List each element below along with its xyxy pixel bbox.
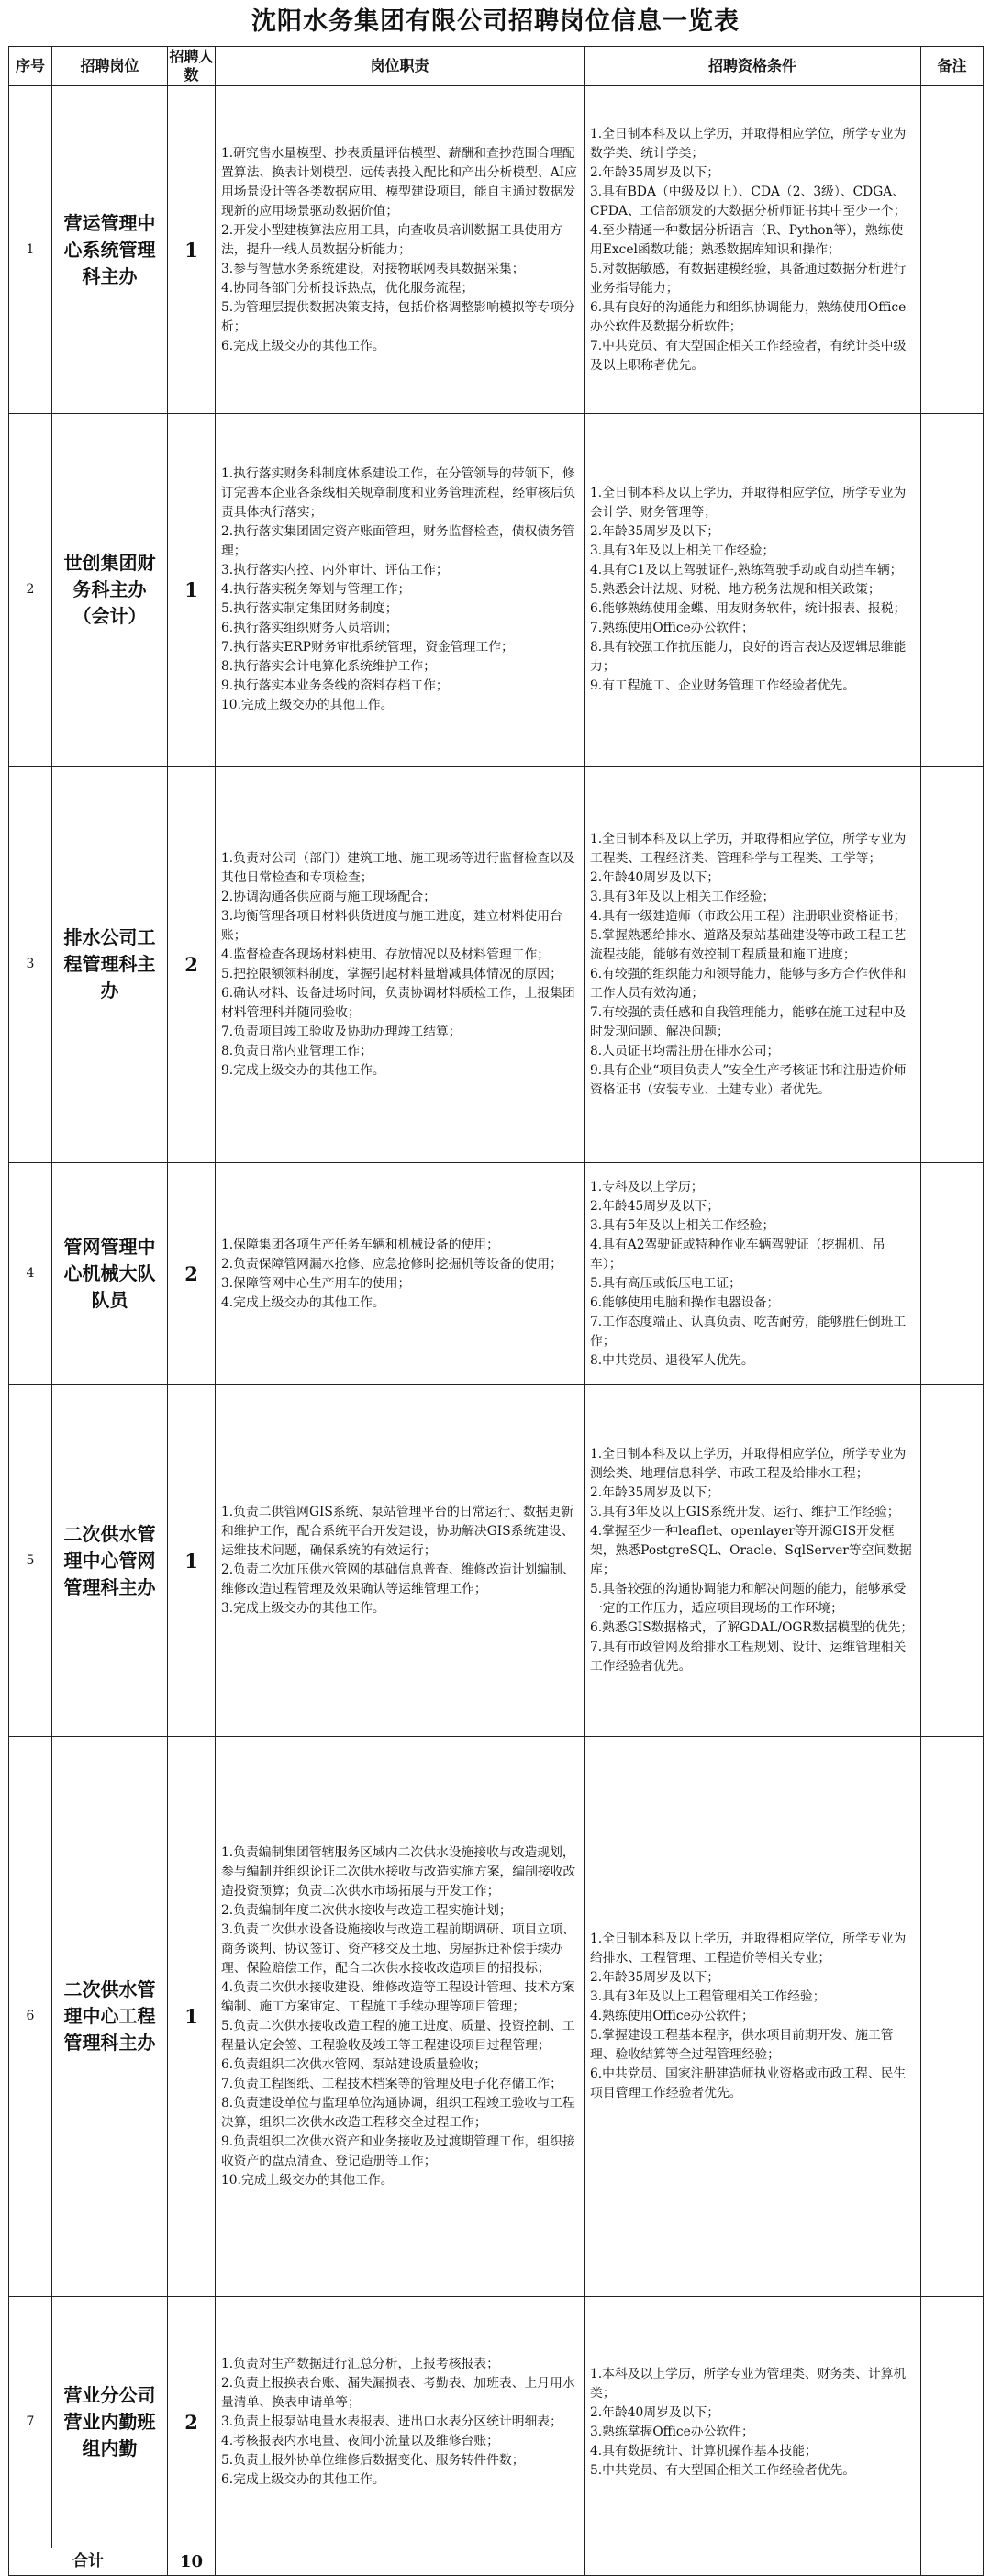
- list-item: 3.具有5年及以上相关工作经验；: [590, 1217, 775, 1233]
- table-row: [9, 86, 984, 414]
- list-item: 4.监督检查各现场材料使用、存放情况以及材料管理工作；: [221, 946, 551, 962]
- total-row: [9, 2548, 984, 2576]
- header-requirements: 招聘资格条件: [585, 47, 921, 86]
- list-item: 1.负责对生产数据进行汇总分析，上报考核报表；: [221, 2357, 499, 2371]
- list-item: 5.掌握建设工程基本程序，供水项目前期开发、施工管理、验收结算等全过程管理经验；: [590, 2028, 894, 2062]
- list-item: 9.执行落实本业务条线的资料存档工作；: [221, 678, 449, 693]
- row-requirements: [585, 1737, 921, 2297]
- list-item: 5.负责二次供水接收改造工程的施工进度、质量、投资控制、工程量认定会签、工程验收及竣工等工程建设项目过程管理；: [221, 2018, 575, 2053]
- list-item: 6.能够熟练使用金蝶、用友财务软件，统计报表、报税；: [590, 601, 907, 616]
- list-item: 4.具有C1及以上驾驶证件,熟练驾驶手动或自动挡车辆；: [590, 563, 903, 577]
- total-value: 10: [168, 2548, 216, 2576]
- list-item: 2.协调沟通各供应商与施工现场配合；: [221, 889, 436, 904]
- list-item: 7.具有市政管网及给排水工程规划、设计、运维管理相关工作经验者优先。: [590, 1640, 907, 1674]
- list-item: 2.负责保障管网漏水抢修、应急抢修时挖掘机等设备的使用；: [221, 1256, 562, 1271]
- row-requirements: [585, 767, 921, 1163]
- table-row: [9, 1737, 984, 2297]
- table-row: [9, 767, 984, 1163]
- list-item: 5.把控限额领料制度，掌握引起材料量增减具体情况的原因；: [221, 966, 562, 981]
- list-item: 2.年龄40周岁及以下；: [590, 2404, 720, 2420]
- list-item: 5.执行落实制定集团财务制度；: [221, 601, 398, 616]
- list-item: 4.具有一级建造师（市政公用工程）注册职业资格证书；: [590, 908, 907, 924]
- list-item: 3.参与智慧水务系统建设，对接物联网表具数据采集；: [221, 261, 525, 276]
- list-item: 10.完成上级交办的其他工作。: [221, 698, 394, 712]
- row-notes: [921, 2297, 984, 2548]
- list-item: 2.年龄35周岁及以下；: [590, 1485, 720, 1500]
- list-item: 6.熟悉GIS数据格式，了解GDAL/OGR数据模型的优先；: [590, 1620, 914, 1635]
- list-item: 3.均衡管理各项目材料供货进度与施工进度，建立材料使用台账；: [221, 908, 562, 943]
- list-item: 2.年龄35周岁及以下；: [590, 164, 720, 180]
- list-item: 8.执行落实会计电算化系统维护工作；: [221, 659, 436, 674]
- header-num: 招聘人数: [168, 47, 216, 86]
- total-empty-cell: [921, 2548, 984, 2576]
- total-empty-cell: [585, 2548, 921, 2576]
- row-seq: 3: [9, 767, 52, 1163]
- list-item: 4.协同各部门分析投诉热点，优化服务流程；: [221, 280, 474, 296]
- row-post: 排水公司工程管理科主办: [52, 767, 168, 1163]
- table-row: [9, 1163, 984, 1385]
- row-duties: [216, 1163, 585, 1385]
- list-item: 7.负责工程图纸、工程技术档案等的管理及电子化存储工作；: [221, 2076, 562, 2091]
- row-duties: [216, 414, 585, 767]
- list-item: 4.执行落实税务筹划与管理工作；: [221, 582, 411, 597]
- list-item: 9.负责组织二次供水资产和业务接收及过渡期管理工作，组织接收资产的盘点清查、登记造册等工作；: [221, 2134, 575, 2168]
- list-item: 1.负责对公司（部门）建筑工地、施工现场等进行监督检查以及其他日常检查和专项检查；: [221, 850, 575, 885]
- list-item: 4.熟练使用Office办公软件；: [590, 2009, 754, 2023]
- row-post: 二次供水管理中心工程管理科主办: [52, 1737, 168, 2297]
- total-label: 合计: [9, 2548, 168, 2576]
- list-item: 5.为管理层提供数据决策支持，包括价格调整影响模拟等专项分析；: [221, 299, 575, 334]
- list-item: 4.至少精通一种数据分析语言（R、Python等），熟练使用Excel函数功能；熟悉数据库知识和操作；: [590, 222, 904, 257]
- row-post: 营运管理中心系统管理科主办: [52, 86, 168, 414]
- row-num: 1: [168, 1737, 216, 2297]
- list-item: 4.完成上级交办的其他工作。: [221, 1294, 385, 1310]
- list-item: 10.完成上级交办的其他工作。: [221, 2172, 394, 2188]
- list-item: 2.年龄40周岁及以下；: [590, 869, 720, 885]
- list-item: 5.中共党员、有大型国企相关工作经验者优先。: [590, 2462, 856, 2478]
- list-item: 3.完成上级交办的其他工作。: [221, 1601, 385, 1616]
- row-duties: [216, 767, 585, 1163]
- table-row: [9, 2297, 984, 2548]
- list-item: 3.具有3年及以上相关工作经验；: [590, 543, 775, 558]
- list-item: 1.保障集团各项生产任务车辆和机械设备的使用；: [221, 1237, 499, 1252]
- row-post: 世创集团财务科主办（会计）: [52, 414, 168, 767]
- list-item: 1.负责二供管网GIS系统、泵站管理平台的日常运行、数据更新和维护工作，配合系统平台开发建设，协助解决GIS系统建设、运维技术问题，确保系统的有效运行；: [221, 1505, 574, 1558]
- row-requirements: [585, 1163, 921, 1385]
- list-item: 6.中共党员、国家注册建造师执业资格或市政工程、民生项目管理工作经验者优先。: [590, 2066, 907, 2100]
- list-item: 2.负责上报换表台账、漏失漏损表、考勤表、加班表、上月用水量清单、换表申请单等；: [221, 2376, 575, 2410]
- table-body: [9, 86, 984, 2576]
- list-item: 6.能够使用电脑和操作电器设备；: [590, 1294, 780, 1310]
- header-seq: 序号: [9, 47, 52, 86]
- list-item: 1.专科及以上学历；: [590, 1179, 704, 1194]
- list-item: 8.中共党员、退役军人优先。: [590, 1352, 754, 1368]
- table-row: [9, 414, 984, 767]
- row-num: 1: [168, 1385, 216, 1737]
- list-item: 9.具有企业“项目负责人”安全生产考核证书和注册造价师资格证书（安装专业、土建专业）者优先。: [590, 1062, 907, 1097]
- list-item: 2.执行落实集团固定资产账面管理，财务监督检查，债权债务管理；: [221, 524, 575, 558]
- list-item: 4.具有A2驾驶证或特种作业车辆驾驶证（挖掘机、吊车）；: [590, 1237, 885, 1271]
- row-num: 2: [168, 2297, 216, 2548]
- header-notes: 备注: [921, 47, 984, 86]
- list-item: 1.本科及以上学历，所学专业为管理类、财务类、计算机类；: [590, 2366, 907, 2401]
- list-item: 4.具有数据统计、计算机操作基本技能；: [590, 2443, 818, 2458]
- list-item: 5.熟悉会计法规、财税、地方税务法规和相关政策；: [590, 582, 881, 597]
- list-item: 9.完成上级交办的其他工作。: [221, 1062, 385, 1078]
- list-item: 2.负责二次加压供水管网的基础信息普查、维修改造计划编制、维修改造过程管理及效果确认等运维管理工作；: [221, 1562, 575, 1596]
- list-item: 1.全日制本科及以上学历，并取得相应学位，所学专业为给排水、工程管理、工程造价等相关专业；: [590, 1932, 907, 1966]
- header-post: 招聘岗位: [52, 47, 168, 86]
- list-item: 6.负责组织二次供水管网、泵站建设质量验收；: [221, 2056, 487, 2072]
- list-item: 4.掌握至少一种leaflet、openlayer等开源GIS开发框架，熟悉PostgreSQL、Oracle、SqlServer等空间数据库；: [590, 1524, 912, 1577]
- list-item: 2.开发小型建模算法应用工具，向查收员培训数据工具使用方法，提升一线人员数据分析能力；: [221, 222, 562, 257]
- list-item: 1.全日制本科及以上学历，并取得相应学位，所学专业为数学类、统计学类；: [590, 126, 907, 161]
- row-seq: 4: [9, 1163, 52, 1385]
- list-item: 1.全日制本科及以上学历，并取得相应学位，所学专业为会计学、财务管理等；: [590, 486, 907, 520]
- list-item: 6.有较强的组织能力和领导能力，能够与多方合作伙伴和工作人员有效沟通；: [590, 966, 907, 1001]
- list-item: 6.完成上级交办的其他工作。: [221, 338, 385, 353]
- list-item: 6.执行落实组织财务人员培训；: [221, 621, 398, 635]
- row-post: 营业分公司营业内勤班组内勤: [52, 2297, 168, 2548]
- row-seq: 6: [9, 1737, 52, 2297]
- list-item: 6.具有良好的沟通能力和组织协调能力，熟练使用Office办公软件及数据分析软件；: [590, 299, 907, 334]
- row-seq: 1: [9, 86, 52, 414]
- list-item: 2.年龄45周岁及以下；: [590, 1198, 720, 1214]
- list-item: 8.负责建设单位与监理单位沟通协调，组织工程竣工验收与工程决算，组织二次供水改造工程移交全过程工作；: [221, 2095, 575, 2130]
- header-row: [9, 47, 984, 86]
- row-post: 管网管理中心机械大队队员: [52, 1163, 168, 1385]
- list-item: 1.全日制本科及以上学历，并取得相应学位，所学专业为测绘类、地理信息科学、市政工程及给排水工程；: [590, 1447, 907, 1481]
- list-item: 4.考核报表内水电量、夜间小流量以及维修台账；: [221, 2434, 499, 2448]
- list-item: 5.对数据敏感，有数据建模经验，具备通过数据分析进行业务指导能力；: [590, 261, 907, 296]
- list-item: 7.有较强的责任感和自我管理能力，能够在施工过程中及时发现问题、解决问题；: [590, 1004, 907, 1039]
- row-num: 2: [168, 767, 216, 1163]
- row-notes: [921, 767, 984, 1163]
- list-item: 7.中共党员、有大型国企相关工作经验者，有统计类中级及以上职称者优先。: [590, 338, 907, 373]
- list-item: 3.执行落实内控、内外审计、评估工作；: [221, 563, 449, 577]
- row-requirements: [585, 2297, 921, 2548]
- list-item: 8.人员证书均需注册在排水公司；: [590, 1043, 780, 1058]
- list-item: 3.具有BDA（中级及以上）、CDA（2、3级）、CDGA、CPDA、工信部颁发的大数据分析师证书其中至少一个；: [590, 184, 907, 218]
- row-notes: [921, 1737, 984, 2297]
- row-num: 1: [168, 86, 216, 414]
- list-item: 9.有工程施工、企业财务管理工作经验者优先。: [590, 678, 856, 693]
- list-item: 1.执行落实财务科制度体系建设工作，在分管领导的带领下，修订完善本企业各条线相关规章制度和业务管理流程，经审核后负责具体执行落实；: [221, 466, 576, 520]
- page-title: 沈阳水务集团有限公司招聘岗位信息一览表: [251, 7, 740, 36]
- list-item: 2.年龄35周岁及以下；: [590, 1970, 720, 1985]
- row-post: 二次供水管理中心管网管理科主办: [52, 1385, 168, 1737]
- list-item: 3.具有3年及以上相关工作经验；: [590, 889, 775, 904]
- row-notes: [921, 1385, 984, 1737]
- list-item: 3.具有3年及以上工程管理相关工作经验；: [590, 1989, 826, 2004]
- recruitment-table: [8, 46, 984, 2576]
- row-requirements: [585, 1385, 921, 1737]
- list-item: 8.负责日常内业管理工作；: [221, 1043, 373, 1058]
- list-item: 5.具备较强的沟通协调能力和解决问题的能力，能够承受一定的工作压力，适应项目现场的工作环境；: [590, 1582, 907, 1616]
- row-duties: [216, 1385, 585, 1737]
- list-item: 1.负责编制集团管辖服务区域内二次供水设施接收与改造规划，参与编制并组织论证二次供水接收与改造实施方案，编制接收改造投资预算；负责二次供水市场拓展与开发工作；: [221, 1844, 576, 1898]
- list-item: 5.具有高压或低压电工证；: [590, 1275, 741, 1291]
- row-notes: [921, 1163, 984, 1385]
- list-item: 3.熟练掌握Office办公软件；: [590, 2424, 754, 2439]
- row-requirements: [585, 414, 921, 767]
- list-item: 7.熟练使用Office办公软件；: [590, 621, 754, 635]
- list-item: 7.工作态度端正、认真负责、吃苦耐劳，能够胜任倒班工作；: [590, 1314, 907, 1349]
- list-item: 2.年龄35周岁及以下；: [590, 524, 720, 539]
- list-item: 3.负责二次供水设备设施接收与改造工程前期调研、项目立项、商务谈判、协议签订、资产移交及土地、房屋拆迁补偿手续办理、保险赔偿工作，配合二次供水接收改造项目的招投标；: [221, 1921, 575, 1976]
- total-empty-cell: [216, 2548, 585, 2576]
- list-item: 4.负责二次供水接收建设、维修改造等工程设计管理、技术方案编制、施工方案审定、工程施工手续办理等项目管理；: [221, 1979, 575, 2014]
- list-item: 1.全日制本科及以上学历，并取得相应学位，所学专业为工程类、工程经济类、管理科学与工程类、工学等；: [590, 831, 907, 866]
- list-item: 7.执行落实ERP财务审批系统管理，资金管理工作；: [221, 640, 514, 655]
- row-requirements: [585, 86, 921, 414]
- list-item: 5.掌握熟悉给排水、道路及泵站基础建设等市政工程工艺流程技能，能够有效控制工程质量和施工进度；: [590, 927, 907, 962]
- list-item: 2.负责编制年度二次供水接收与改造工程实施计划；: [221, 1902, 512, 1918]
- row-seq: 7: [9, 2297, 52, 2548]
- row-num: 2: [168, 1163, 216, 1385]
- row-num: 1: [168, 414, 216, 767]
- list-item: 6.完成上级交办的其他工作。: [221, 2472, 385, 2487]
- row-duties: [216, 2297, 585, 2548]
- row-seq: 5: [9, 1385, 52, 1737]
- list-item: 7.负责项目竣工验收及协助办理竣工结算；: [221, 1024, 462, 1039]
- row-duties: [216, 86, 585, 414]
- row-seq: 2: [9, 414, 52, 767]
- list-item: 1.研究售水量模型、抄表质量评估模型、薪酬和查抄范围合理配置算法、换表计划模型、远传表投入配比和产出分析模型、AI应用场景设计等各类数据应用、模型建设项目，能自主通过数据发现新的应用场景驱动数据价值；: [221, 145, 577, 218]
- list-item: 3.保障管网中心生产用车的使用；: [221, 1275, 411, 1291]
- list-item: 5.负责上报外协单位维修后数据变化、服务转件件数；: [221, 2453, 525, 2468]
- header-duties: 岗位职责: [216, 47, 585, 86]
- row-duties: [216, 1737, 585, 2297]
- list-item: 8.具有较强工作抗压能力，良好的语言表达及逻辑思维能力；: [590, 640, 907, 674]
- list-item: 3.具有3年及以上GIS系统开发、运行、维护工作经验；: [590, 1505, 900, 1519]
- row-notes: [921, 86, 984, 414]
- list-item: 6.确认材料、设备进场时间，负责协调材料质检工作，上报集团材料管理科并随同验收；: [221, 985, 575, 1020]
- table-row: [9, 1385, 984, 1737]
- row-notes: [921, 414, 984, 767]
- list-item: 3.负责上报泵站电量水表报表、进出口水表分区统计明细表；: [221, 2414, 562, 2429]
